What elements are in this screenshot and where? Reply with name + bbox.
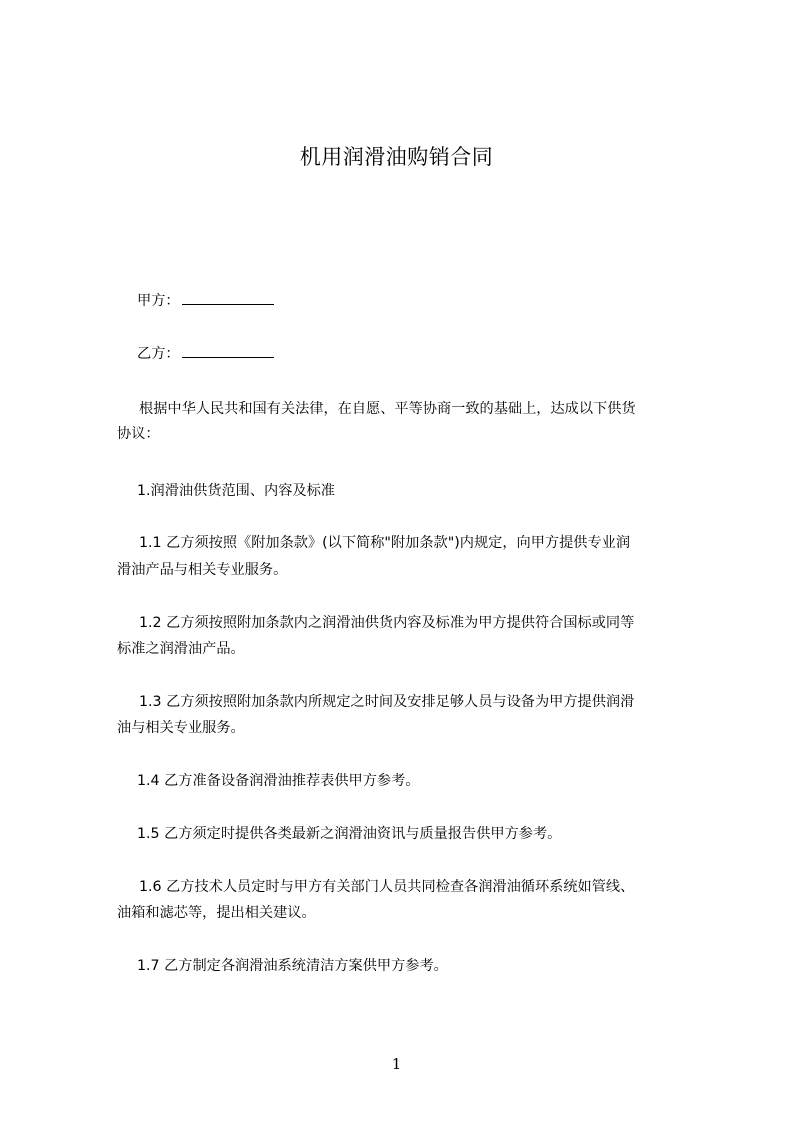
clause-1-6-line-1: 1.6 乙方技术人员定时与甲方有关部门人员共同检查各润滑油循环系统如管线、	[139, 879, 635, 895]
clause-1-5: 1.5 乙方须定时提供各类最新之润滑油资讯与质量报告供甲方参考。	[137, 826, 562, 842]
clause-1-3-line-1: 1.3 乙方须按照附加条款内所规定之时间及安排足够人员与设备为甲方提供润滑	[139, 694, 635, 710]
party-a-label: 甲方：	[137, 293, 180, 309]
document-title: 机用润滑油购销合同	[299, 145, 494, 169]
party-b-line	[137, 340, 712, 369]
clause-1-1-line-2: 滑油产品与相关专业服务。	[117, 562, 288, 578]
party-b-label: 乙方：	[137, 346, 180, 362]
clause-1-2-line-1: 1.2 乙方须按照附加条款内之润滑油供货内容及标准为甲方提供符合国标或同等	[139, 615, 635, 631]
clause-1-2-line-2: 标准之润滑油产品。	[117, 641, 245, 657]
page-number: 1	[391, 1055, 402, 1073]
intro-line-2: 协议：	[117, 426, 160, 442]
party-b-blank	[182, 343, 274, 358]
clause-1-4: 1.4 乙方准备设备润滑油推荐表供甲方参考。	[137, 773, 420, 789]
clause-1-6-line-2: 油箱和滤芯等，提出相关建议。	[117, 905, 316, 921]
clause-1-3-line-2: 油与相关专业服务。	[117, 720, 245, 736]
party-a-line	[137, 287, 712, 316]
section-1-heading: 1.润滑油供货范围、内容及标准	[137, 483, 335, 499]
intro-line-1: 根据中华人民共和国有关法律，在自愿、平等协商一致的基础上，达成以下供货	[139, 401, 636, 417]
clause-1-7: 1.7 乙方制定各润滑油系统清洁方案供甲方参考。	[137, 958, 448, 974]
party-a-blank	[182, 290, 274, 305]
clause-1-1-line-1: 1.1 乙方须按照《附加条款》(以下简称"附加条款")内规定，向甲方提供专业润	[139, 535, 631, 551]
